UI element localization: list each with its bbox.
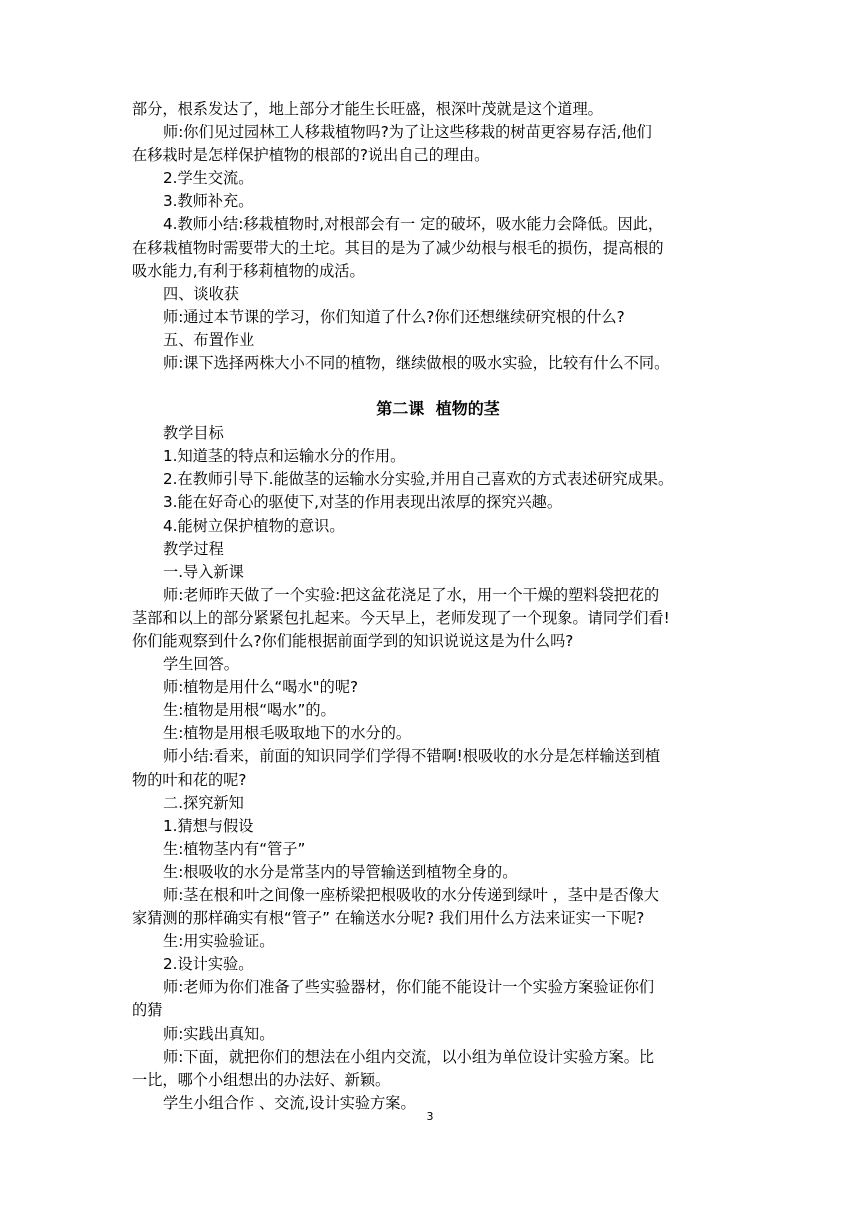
text-line: 生:植物茎内有“管子” [163, 839, 306, 858]
text-line: 师:通过本节课的学习，你们知道了什么?你们还想继续研究根的什么? [163, 307, 625, 326]
text-line: 师:课下选择两株大小不同的植物，继续做根的吸水实验，比较有什么不同。 [163, 354, 670, 373]
text-line: 五、布置作业 [163, 330, 255, 349]
text-line: 部分，根系发达了，地上部分才能生长旺盛，根深叶茂就是这个道理。 [132, 100, 603, 118]
text-line: 1.猜想与假设 [163, 816, 254, 835]
text-line: 师:老师为你们准备了些实验器材，你们能不能设计一个实验方案验证你们 [163, 978, 655, 997]
page-number: 3 [426, 1110, 434, 1123]
text-line: 1.知道茎的特点和运输水分的作用。 [163, 447, 406, 466]
text-line: 一比，哪个小组想出的办法好、新颖。 [132, 1070, 391, 1089]
lesson-one-continuation [132, 98, 744, 375]
text-line: 师:老师昨天做了一个实验:把这盆花浇足了水，用一个干燥的塑料袋把花的 [163, 585, 660, 604]
page-content [132, 98, 744, 1115]
text-line: 你们能观察到什么?你们能根据前面学到的知识说说这是为什么吗? [132, 631, 574, 650]
text-line: 师小结:看来，前面的知识同学们学得不错啊!根吸收的水分是怎样输送到植 [163, 747, 661, 766]
text-line: 物的叶和花的呢? [132, 770, 247, 789]
text-line: 家猜测的那样确实有根“管子” 在输送水分呢? 我们用什么方法来证实一下呢? [132, 909, 645, 928]
text-line: 茎部和以上的部分紧紧包扎起来。今天早上，老师发现了一个现象。请同学们看! [132, 608, 670, 627]
text-line: 吸水能力,有利于移莉植物的成活。 [132, 261, 365, 280]
text-line: 的猜 [132, 1001, 163, 1020]
text-line: 师:茎在根和叶之间像一座桥梁把根吸收的水分传递到绿叶 ，茎中是否像大 [163, 886, 659, 904]
text-line: 师:植物是用什么“喝水"的呢? [163, 678, 359, 697]
text-line: 生:植物是用根“喝水”的。 [163, 701, 336, 720]
text-line: 生:用实验验证。 [163, 932, 275, 951]
text-line: 3.能在好奇心的驱使下,对茎的作用表现出浓厚的探究兴趣。 [163, 493, 563, 512]
text-line: 二.探究新知 [163, 793, 244, 812]
lesson-title: 第二课 植物的茎 [376, 399, 500, 419]
text-line: 教学目标 [163, 424, 224, 443]
text-line: 2.设计实验。 [163, 955, 254, 974]
text-line: 师:实践出真知。 [163, 1024, 275, 1043]
text-line: 2.在教师引导下.能做茎的运输水分实验,并用自己喜欢的方式表述研究成果。 [163, 470, 674, 489]
text-line: 在移栽时是怎样保护植物的根部的?说出自己的理由。 [132, 146, 490, 165]
text-line: 在移栽植物时需要带大的土坨。其目的是为了减少幼根与根毛的损伤，提高根的 [132, 238, 664, 257]
text-line: 3.教师补充。 [163, 192, 254, 211]
lesson-two-body [132, 422, 744, 1115]
text-line: 4.教师小结:移栽植物时,对根部会有一 定的破坏，吸水能力会降低。因此， [163, 215, 664, 234]
text-line: 学生小组合作 、交流,设计实验方案。 [163, 1093, 416, 1112]
text-line: 4.能树立保护植物的意识。 [163, 516, 345, 535]
text-line: 四、谈收获 [163, 284, 239, 303]
text-line: 2.学生交流。 [163, 169, 254, 188]
text-line: 生:植物是用根毛吸取地下的水分的。 [163, 724, 412, 743]
text-line: 师:你们见过园林工人移栽植物吗?为了让这些移栽的树苗更容易存活,他们 [163, 123, 652, 142]
text-line: 一.导入新课 [163, 562, 244, 581]
text-line: 师:下面，就把你们的想法在小组内交流，以小组为单位设计实验方案。比 [163, 1047, 655, 1066]
text-line: 学生回答。 [163, 655, 239, 674]
text-line: 教学过程 [163, 539, 224, 558]
text-line: 生:根吸收的水分是常茎内的导管输送到植物全身的。 [163, 862, 518, 881]
